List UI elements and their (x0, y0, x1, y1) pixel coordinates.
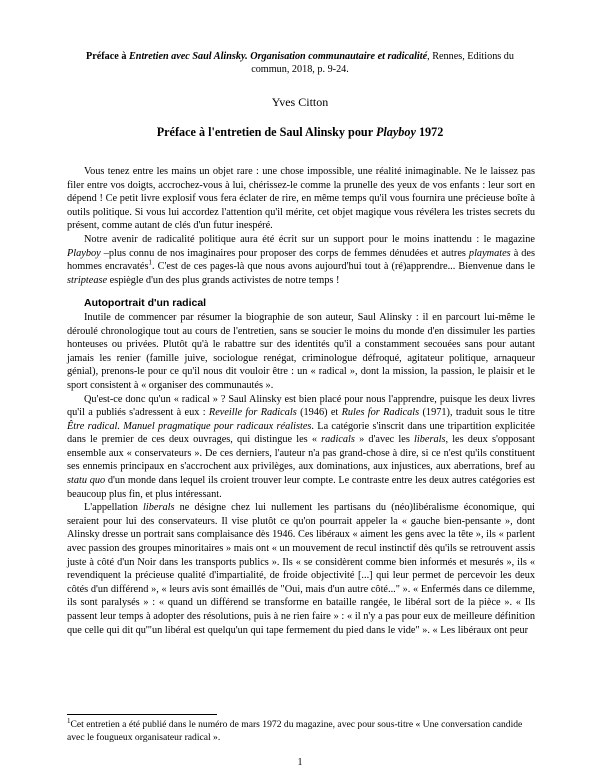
paragraph-liberals: L'appellation liberals ne désigne chez lui nullement les partisans du (néo)libéralisme économique, qui seraient pour lui des conservateurs. Il vise plutôt ce qu'on pourrait appeler la « gauche bien-pensante », dont Alinsky dresse un portrait sans complaisance dès 1946. Ces libéraux « aiment les gens avec la tête », ils « parlent avec passion des groupes minoritaires » mais ont « un mouvement de recul instinctif dès qu'ils se retrouvent assis juste à côté d'un Noir dans les transports publics ». Ils « se considèrent comme bien informés et mesurés », ils « revendiquent la précieuse qualité d'impartialité, de froide objectivité [...] qui leur permet de percevoir les deux côtés d'un différend », « leurs avis sont émaillés de "Oui, mais d'un autre côté..." ». « Enfermés dans ce dilemme, ils sont paralysés » : « quand un différend se transforme en bataille rangée, le libéral sort de la pièce ». « Ils passent leur temps à adopter des résolutions, puis à ne rien faire » : « il n'y a pas pour eux de meilleure définition que celle qui dit qu'"un libéral est quelqu'un qui tape fermement du pied dans le vide" ». « Les libéraux ont peur (67, 502, 536, 636)
footnote (67, 716, 535, 744)
section-heading: Autoportrait d'un radical (84, 297, 207, 310)
title-lead: Préface à l'entretien de Saul Alinsky pour (156, 125, 376, 139)
page-number: 1 (297, 757, 303, 768)
title-magazine: Playboy (375, 125, 416, 139)
citation-publisher: , Rennes, Editions du commun, 2018, p. 9-24. (251, 51, 514, 75)
title-year: 1972 (415, 125, 444, 139)
citation-header (66, 50, 534, 76)
footnote-number: 1 (67, 716, 71, 725)
citation-lead: Préface à (86, 51, 129, 62)
citation-book-title: Entretien avec Saul Alinsky. Organisation communautaire et radicalité (129, 51, 428, 62)
author-name: Yves Citton (271, 95, 329, 109)
paragraph-intro: Vous tenez entre les mains un objet rare : une chose impossible, une réalité inimaginable. Ne le laissez pas filer entre vos doigts, accrochez-vous à lui, chérissez-le comme la prunelle des yeux de vos enfants : leur sort en dépend ! Ce petit livre explosif vous fera éclater de rire, en même temps qu'il vous fournira une précieuse boîte à outils politique. Si vous lui accordez l'attention qu'il mérite, cet objet magique vous révélera les tristes secrets du présent, comme autant de clés d'un futur inespéré. (67, 166, 535, 232)
paragraph-biography: Inutile de commencer par résumer la biographie de son auteur, Saul Alinsky : il en parcourt lui-même le déroulé chronologique tout au cours de l'entretien, sans se soucier le moins du monde d'en dissimuler les parties honteuses ou privées. Plutôt qu'à le rabattre sur des identités qu'il a constamment secouées sans pour autant jamais les renier (famille juive, sociologue renégat, criminologue défroqué, agitateur politique, arnaqueur génial), prenons-le pour ce qu'il nous dit vouloir être : un « radical », dont la mission, la passion, le plaisir et le sport consistent à « organiser des communautés ». (67, 311, 535, 391)
footnote-ref[interactable]: 1 (148, 258, 152, 267)
body-text (67, 165, 535, 637)
paragraph-radical-definition: Qu'est-ce donc qu'un « radical » ? Saul Alinsky est bien placé pour nous l'apprendre, puisque les deux livres qu'il a publiés s'adressent à eux : Reveille for Radicals (1946) et Rules for Radicals (1971), traduit sous le titre Être radical. Manuel pragmatique pour radicaux réalistes. La catégorie s'inscrit dans une tripartition explicitée dans le premier de ces deux ouvrages, qui distingue les « radicals » d'avec les liberals, les deux s'opposant ensemble aux « conservateurs ». De ces derniers, l'auteur n'a pas grand-chose à dire, si ce n'est qu'ils constituent ses ennemis principaux en s'accrochent aux privilèges, aux dominations, aux injustices, aux aberrations, bref au statu quo d'un monde dans lequel ils croient trouver leur compte. Le contraste entre les deux autres catégories est beaucoup plus fin, et plus intéressant. (67, 393, 536, 500)
footnote-divider (67, 714, 217, 715)
footnote-text: Cet entretien a été publié dans le numéro de mars 1972 du magazine, avec pour sous-titre « Une conversation candide avec le fougueux organisateur radical ». (67, 719, 523, 743)
page-title (0, 125, 600, 140)
paragraph-future: Notre avenir de radicalité politique aura été écrit sur un support pour le moins inattendu : le magazine Playboy –plus connu de nos imaginaires pour proposer des corps de femmes dénudées et autres playmates à des hommes encravatés$^1$. C'est de ces pages-là que nous avons aujourd'hui tout à (ré)apprendre... Bienvenue dans le striptease espiègle d'un des plus grands activistes de notre temps ! (67, 233, 535, 286)
